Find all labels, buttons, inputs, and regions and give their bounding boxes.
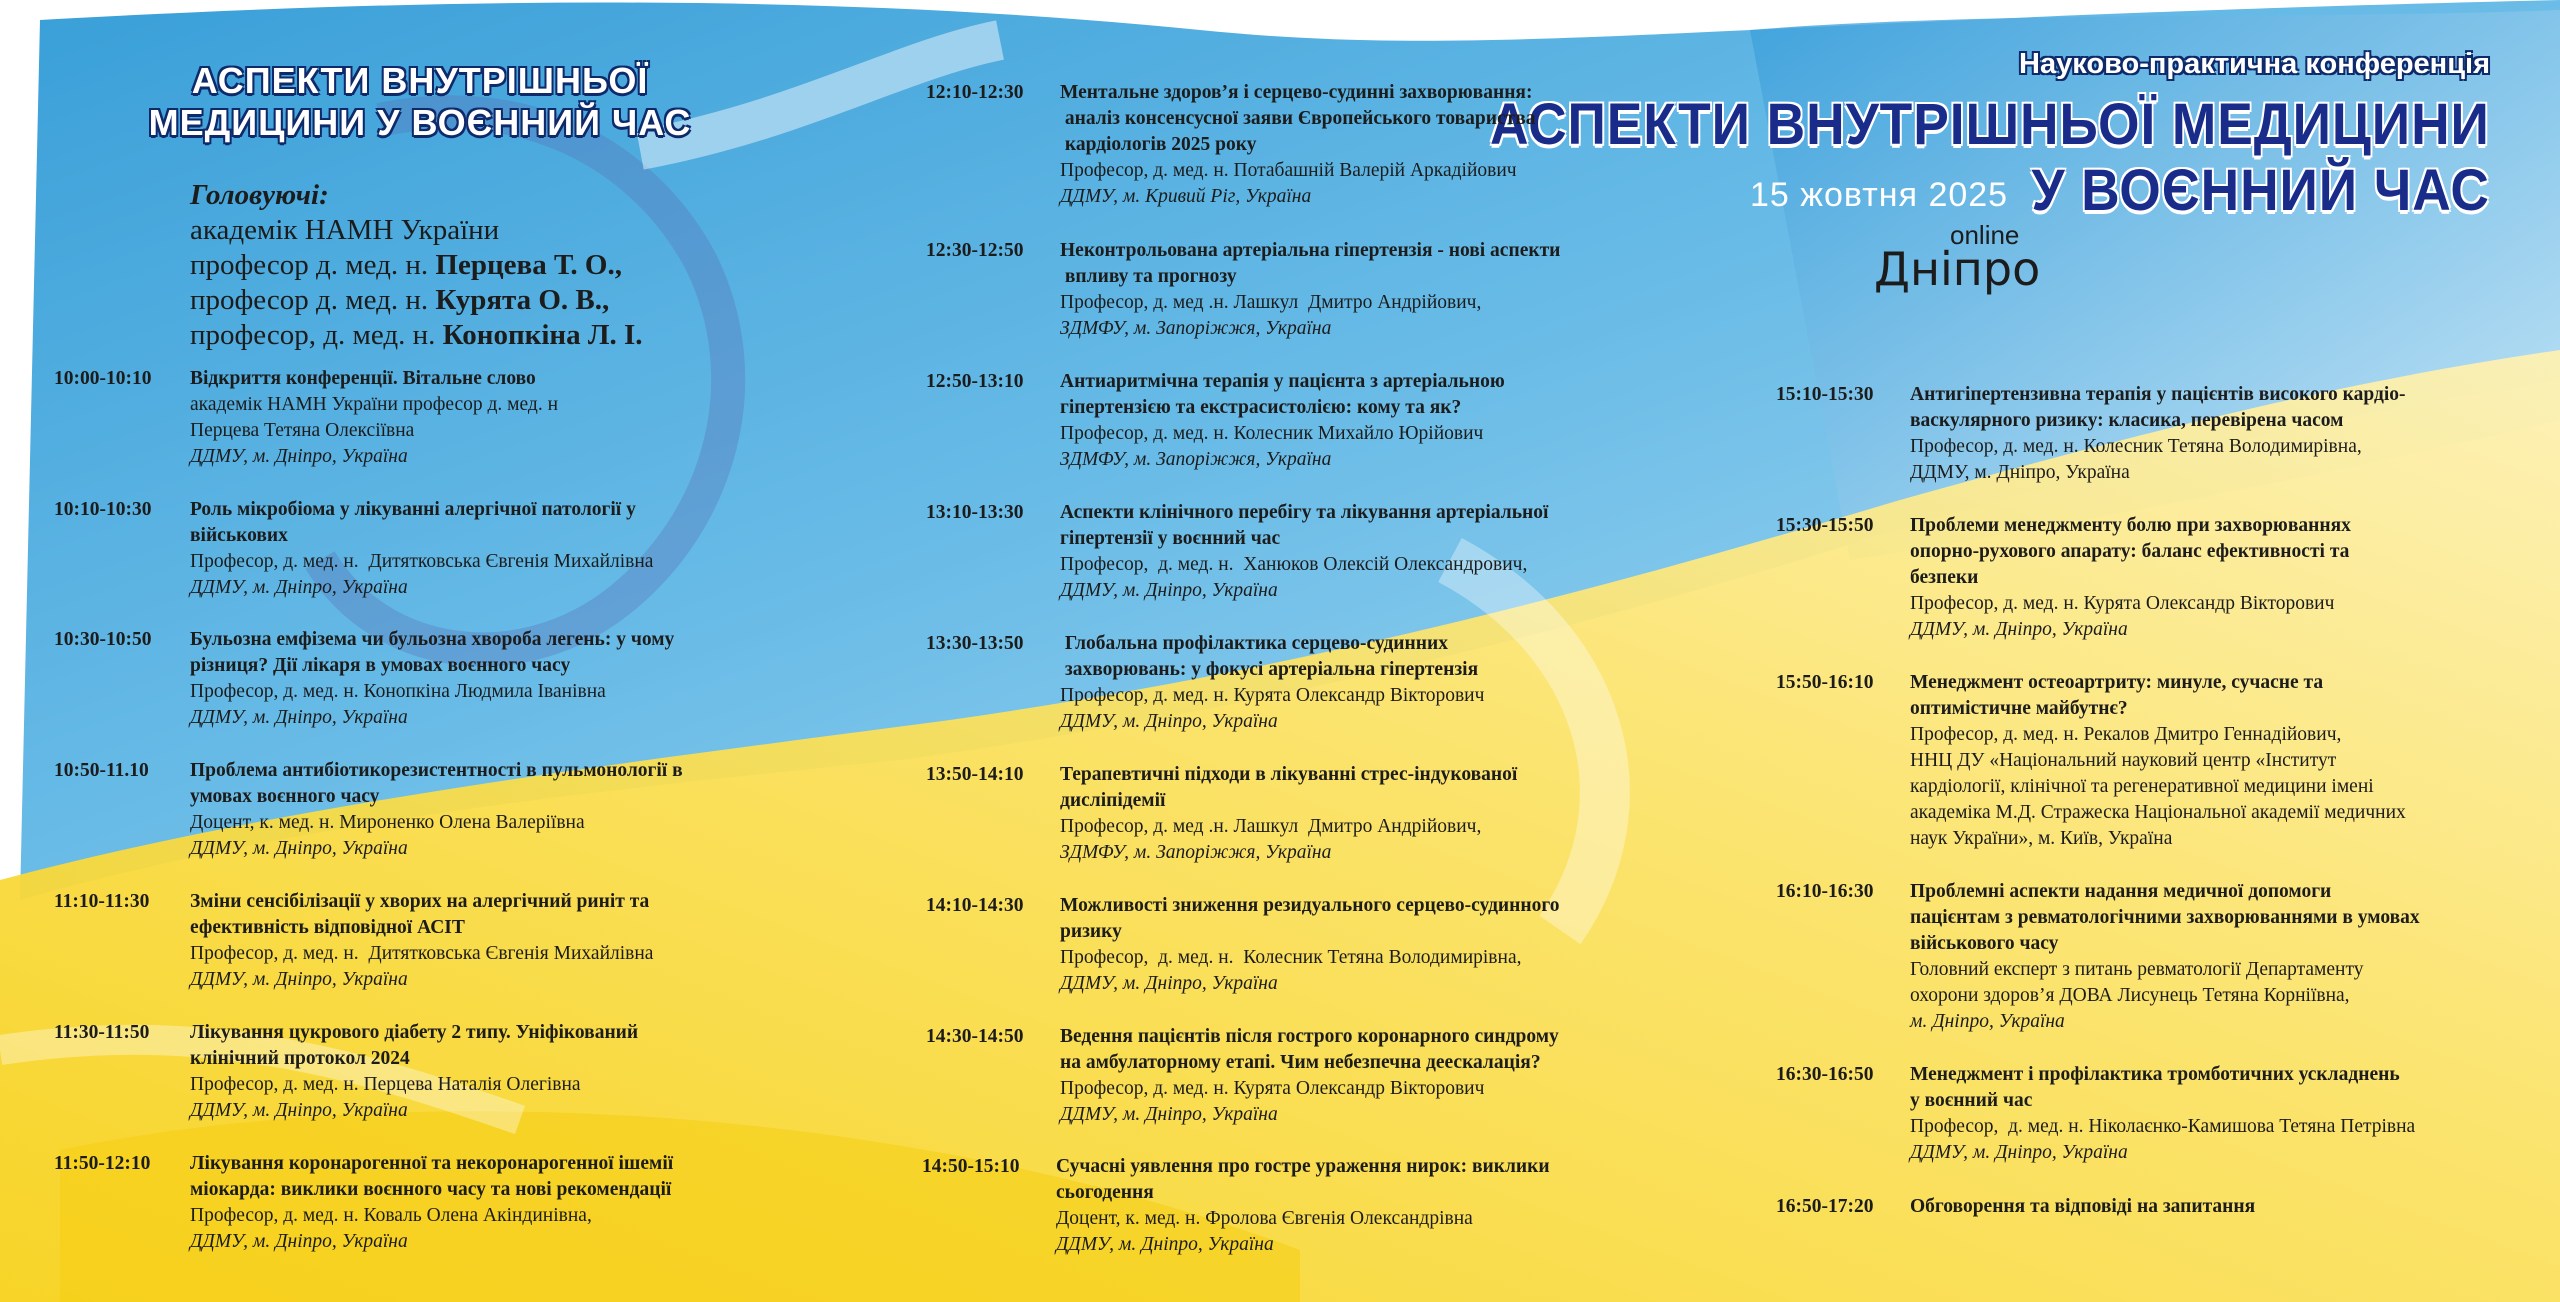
program-time: 12:50-13:10 [926, 371, 1024, 392]
talk-title-line: сьогодення [1056, 1182, 1154, 1203]
talk-title-line: Проблемні аспекти надання медичної допомоги [1910, 881, 2332, 902]
talk-title-line: дисліпідемії [1060, 790, 1166, 811]
talk-title-line: захворювань: у фокусі артеріальна гіпертензія [1060, 659, 1479, 680]
speaker-line: Перцева Тетяна Олексіївна [190, 420, 415, 441]
program-time: 13:50-14:10 [926, 764, 1024, 785]
speaker-line: ННЦ ДУ «Національний науковий центр «Інститут [1910, 750, 2337, 771]
program-time: 13:10-13:30 [926, 502, 1024, 523]
talk-title-line: Аспекти клінічного перебігу та лікування артеріальної [1060, 502, 1549, 523]
talk-title-line: Антигіпертензивна терапія у пацієнтів високого кардіо- [1910, 384, 2406, 405]
talk-title-line: Лікування коронарогенної та некоронарогенної ішемії [190, 1153, 674, 1174]
speaker-line: Професор, д. мед. н. Рекалов Дмитро Геннадійович, [1910, 724, 2342, 745]
talk-title-line: Терапевтичні підходи в лікуванні стрес-індукованої [1060, 764, 1518, 785]
speaker-line: Професор, д. мед. н. Курята Олександр Вікторович [1060, 685, 1485, 706]
affiliation-line: ДДМУ, м. Дніпро, Україна [1910, 1142, 2128, 1163]
speaker-line: наук України», м. Київ, Україна [1910, 828, 2173, 849]
speaker-line: академіка М.Д. Стражеска Національної академії медичних [1910, 802, 2406, 823]
speaker-line: Професор, д. мед. н. Перцева Наталія Олегівна [190, 1074, 581, 1095]
speaker-line: кардіології, клінічної та регенеративної медицини імені [1910, 776, 2374, 797]
talk-title-line: васкулярного ризику: класика, перевірена часом [1910, 410, 2344, 431]
affiliation-line: ДДМУ, м. Дніпро, Україна [190, 838, 408, 859]
talk-title-line: військового часу [1910, 933, 2059, 954]
program-time: 16:10-16:30 [1776, 881, 1874, 902]
affiliation-line: ДДМУ, м. Дніпро, Україна [1060, 580, 1278, 601]
affiliation-line: ЗДМФУ, м. Запоріжжя, Україна [1060, 842, 1332, 863]
chairs-label: Головуючі: [190, 179, 329, 211]
talk-title-line: Глобальна профілактика серцево-судинних [1060, 633, 1449, 654]
speaker-line: Професор, д. мед. н. Дитятковська Євгенія Михайлівна [190, 551, 654, 572]
talk-title-line: Роль мікробіома у лікуванні алергічної патології у [190, 499, 636, 520]
talk-title-line: Антиаритмічна терапія у пацієнта з артеріальною [1060, 371, 1505, 392]
speaker-line: Професор, д. мед. н. Коваль Олена Акіндинівна, [190, 1205, 592, 1226]
affiliation-line: ДДМУ, м. Дніпро, Україна [190, 1231, 408, 1252]
affiliation-line: м. Дніпро, Україна [1910, 1011, 2065, 1032]
chair-4-title: професор, д. мед. н. [190, 319, 443, 351]
event-city: Дніпро [1874, 242, 2041, 296]
speaker-line: Професор, д. мед. н. Потабашній Валерій Аркадійович [1060, 160, 1517, 181]
talk-title-line: впливу та прогнозу [1060, 266, 1237, 287]
speaker-line: ДДМУ, м. Дніпро, Україна [1910, 462, 2130, 483]
program-time: 14:50-15:10 [922, 1156, 1020, 1177]
affiliation-line: ЗДМФУ, м. Запоріжжя, Україна [1060, 449, 1332, 470]
affiliation-line: ДДМУ, м. Дніпро, Україна [1056, 1234, 1274, 1255]
speaker-line: Професор, д. мед. н. Дитятковська Євгенія Михайлівна [190, 943, 654, 964]
chair-3-title: професор д. мед. н. [190, 284, 436, 316]
program-time: 14:10-14:30 [926, 895, 1024, 916]
talk-title-line: Сучасні уявлення про гостре ураження нирок: виклики [1056, 1156, 1550, 1177]
talk-title-line: ризику [1060, 921, 1122, 942]
speaker-line: Професор, д. мед. н. Курята Олександр Вікторович [1910, 593, 2335, 614]
chair-line-1: академік НАМН України [190, 214, 500, 246]
program-time: 11:50-12:10 [54, 1153, 151, 1174]
talk-title-line: міокарда: виклики воєнного часу та нові рекомендації [190, 1179, 672, 1200]
talk-title-line: Ментальне здоров’я і серцево-судинні захворювання: [1060, 82, 1533, 103]
chair-2-name: Перцева Т. О., [435, 249, 622, 281]
talk-title-line: Можливості зниження резидуального серцево-судинного [1060, 895, 1560, 916]
speaker-line: Професор, д. мед .н. Лашкул Дмитро Андрійович, [1060, 292, 1482, 313]
left-conference-title [130, 60, 710, 144]
program-time: 16:50-17:20 [1776, 1196, 1874, 1217]
talk-title-line: Неконтрольована артеріальна гіпертензія - нові аспекти [1060, 240, 1561, 261]
talk-title-line: опорно-рухового апарату: баланс ефективності та [1910, 541, 2350, 562]
event-date: 15 жовтня 2025 [1750, 176, 2009, 214]
program-time: 15:30-15:50 [1776, 515, 1874, 536]
left-title-line-1: АСПЕКТИ ВНУТРІШНЬОЇ [191, 60, 649, 101]
affiliation-line: ДДМУ, м. Дніпро, Україна [190, 577, 408, 598]
speaker-line: Доцент, к. мед. н. Мироненко Олена Валеріївна [190, 812, 585, 833]
affiliation-line: ДДМУ, м. Кривий Ріг, Україна [1060, 186, 1312, 207]
talk-title-line: клінічний протокол 2024 [190, 1048, 410, 1069]
affiliation-line: ЗДМФУ, м. Запоріжжя, Україна [1060, 318, 1332, 339]
speaker-line: Професор, д. мед. н. Ханюков Олексій Олександрович, [1060, 554, 1528, 575]
chair-3-name: Курята О. В., [435, 284, 610, 316]
talk-title-line: Бульозна емфізема чи бульозна хвороба легень: у чому [190, 629, 675, 650]
talk-title-line: Менеджмент і профілактика тромботичних ускладнень [1910, 1064, 2400, 1085]
left-title-line-2: МЕДИЦИНИ У ВОЄННИЙ ЧАС [148, 102, 692, 143]
speaker-line: охорони здоров’я ДОВА Лисунець Тетяна Корніївна, [1910, 985, 2350, 1006]
right-title-line-1: АСПЕКТИ ВНУТРІШНЬОЇ МЕДИЦИНИ [1490, 92, 2490, 157]
talk-title-line: Лікування цукрового діабету 2 типу. Уніфікований [190, 1022, 639, 1043]
talk-title-line: гіпертензії у воєнний час [1060, 528, 1281, 549]
right-title-line-2: У ВОЄННИЙ ЧАС [2031, 158, 2490, 223]
affiliation-line: ДДМУ, м. Дніпро, Україна [1060, 973, 1278, 994]
talk-title-line: різниця? Дії лікаря в умовах воєнного часу [190, 655, 571, 676]
program-time: 12:10-12:30 [926, 82, 1024, 103]
program-time: 10:50-11.10 [54, 760, 149, 781]
program-time: 15:10-15:30 [1776, 384, 1874, 405]
program-time: 10:10-10:30 [54, 499, 152, 520]
program-time: 15:50-16:10 [1776, 672, 1874, 693]
talk-title-line: військових [190, 525, 288, 546]
affiliation-line: ДДМУ, м. Дніпро, Україна [190, 969, 408, 990]
affiliation-line: ДДМУ, м. Дніпро, Україна [1910, 619, 2128, 640]
affiliation-line: ДДМУ, м. Дніпро, Україна [1060, 711, 1278, 732]
speaker-line: Професор, д. мед. н. Колесник Тетяна Володимирівна, [1910, 436, 2362, 457]
speaker-line: академік НАМН України професор д. мед. н [190, 394, 559, 415]
chair-line-4 [190, 318, 750, 353]
affiliation-line: ДДМУ, м. Дніпро, Україна [190, 707, 408, 728]
program-time: 11:10-11:30 [54, 891, 150, 912]
talk-title-line: безпеки [1910, 567, 1979, 588]
talk-title-line: пацієнтам з ревматологічними захворюваннями в умовах [1910, 907, 2420, 928]
talk-title-line: на амбулаторному етапі. Чим небезпечна деескалація? [1060, 1052, 1541, 1073]
talk-title-line: Відкриття конференції. Вітальне слово [190, 368, 536, 389]
talk-title-line: Ведення пацієнтів після гострого коронарного синдрому [1060, 1026, 1559, 1047]
talk-title-line: Обговорення та відповіді на запитання [1910, 1196, 2256, 1217]
speaker-line: Професор, д. мед. н. Конопкіна Людмила Іванівна [190, 681, 606, 702]
affiliation-line: ДДМУ, м. Дніпро, Україна [190, 1100, 408, 1121]
chair-line-2 [190, 248, 750, 283]
speaker-line: Професор, д. мед. н. Ніколаєнко-Камишова Тетяна Петрівна [1910, 1116, 2416, 1137]
affiliation-line: ДДМУ, м. Дніпро, Україна [1060, 1104, 1278, 1125]
speaker-line: Професор, д. мед. н. Колесник Михайло Юрійович [1060, 423, 1484, 444]
program-time: 14:30-14:50 [926, 1026, 1024, 1047]
event-format: online [1950, 220, 2020, 250]
talk-title-line: Проблема антибіотикорезистентності в пульмонології в [190, 760, 683, 781]
talk-title-line: гіпертензією та екстрасистолією: кому та як? [1060, 397, 1462, 418]
talk-title-line: оптимістичне майбутнє? [1910, 698, 2128, 719]
program-time: 16:30-16:50 [1776, 1064, 1874, 1085]
chair-line-3 [190, 283, 750, 318]
speaker-line: Професор, д. мед. н. Курята Олександр Вікторович [1060, 1078, 1485, 1099]
talk-title-line: кардіологів 2025 року [1060, 134, 1257, 155]
speaker-line: Доцент, к. мед. н. Фролова Євгенія Олександрівна [1056, 1208, 1473, 1229]
speaker-line: Головний експерт з питань ревматології Департаменту [1910, 959, 2364, 980]
talk-title-line: у воєнний час [1910, 1090, 2033, 1111]
talk-title-line: аналіз консенсусної заяви Європейського товариства [1060, 108, 1536, 129]
chairs-block [190, 178, 750, 353]
talk-title-line: Менеджмент остеоартриту: минуле, сучасне та [1910, 672, 2324, 693]
program-time: 13:30-13:50 [926, 633, 1024, 654]
program-time: 11:30-11:50 [54, 1022, 150, 1043]
chair-2-title: професор д. мед. н. [190, 249, 436, 281]
event-type: Науково-практична конференція [2019, 48, 2490, 80]
program-time: 10:00-10:10 [54, 368, 152, 389]
chair-4-name: Конопкіна Л. І. [442, 319, 643, 351]
talk-title-line: Зміни сенсібілізації у хворих на алергічний риніт та [190, 891, 650, 912]
program-time: 10:30-10:50 [54, 629, 152, 650]
speaker-line: Професор, д. мед. н. Колесник Тетяна Володимирівна, [1060, 947, 1522, 968]
talk-title-line: Проблеми менеджменту болю при захворюваннях [1910, 515, 2351, 536]
talk-title-line: ефективність відповідної АСІТ [190, 917, 465, 938]
affiliation-line: ДДМУ, м. Дніпро, Україна [190, 446, 408, 467]
talk-title-line: умовах воєнного часу [190, 786, 380, 807]
program-time: 12:30-12:50 [926, 240, 1024, 261]
speaker-line: Професор, д. мед .н. Лашкул Дмитро Андрійович, [1060, 816, 1482, 837]
